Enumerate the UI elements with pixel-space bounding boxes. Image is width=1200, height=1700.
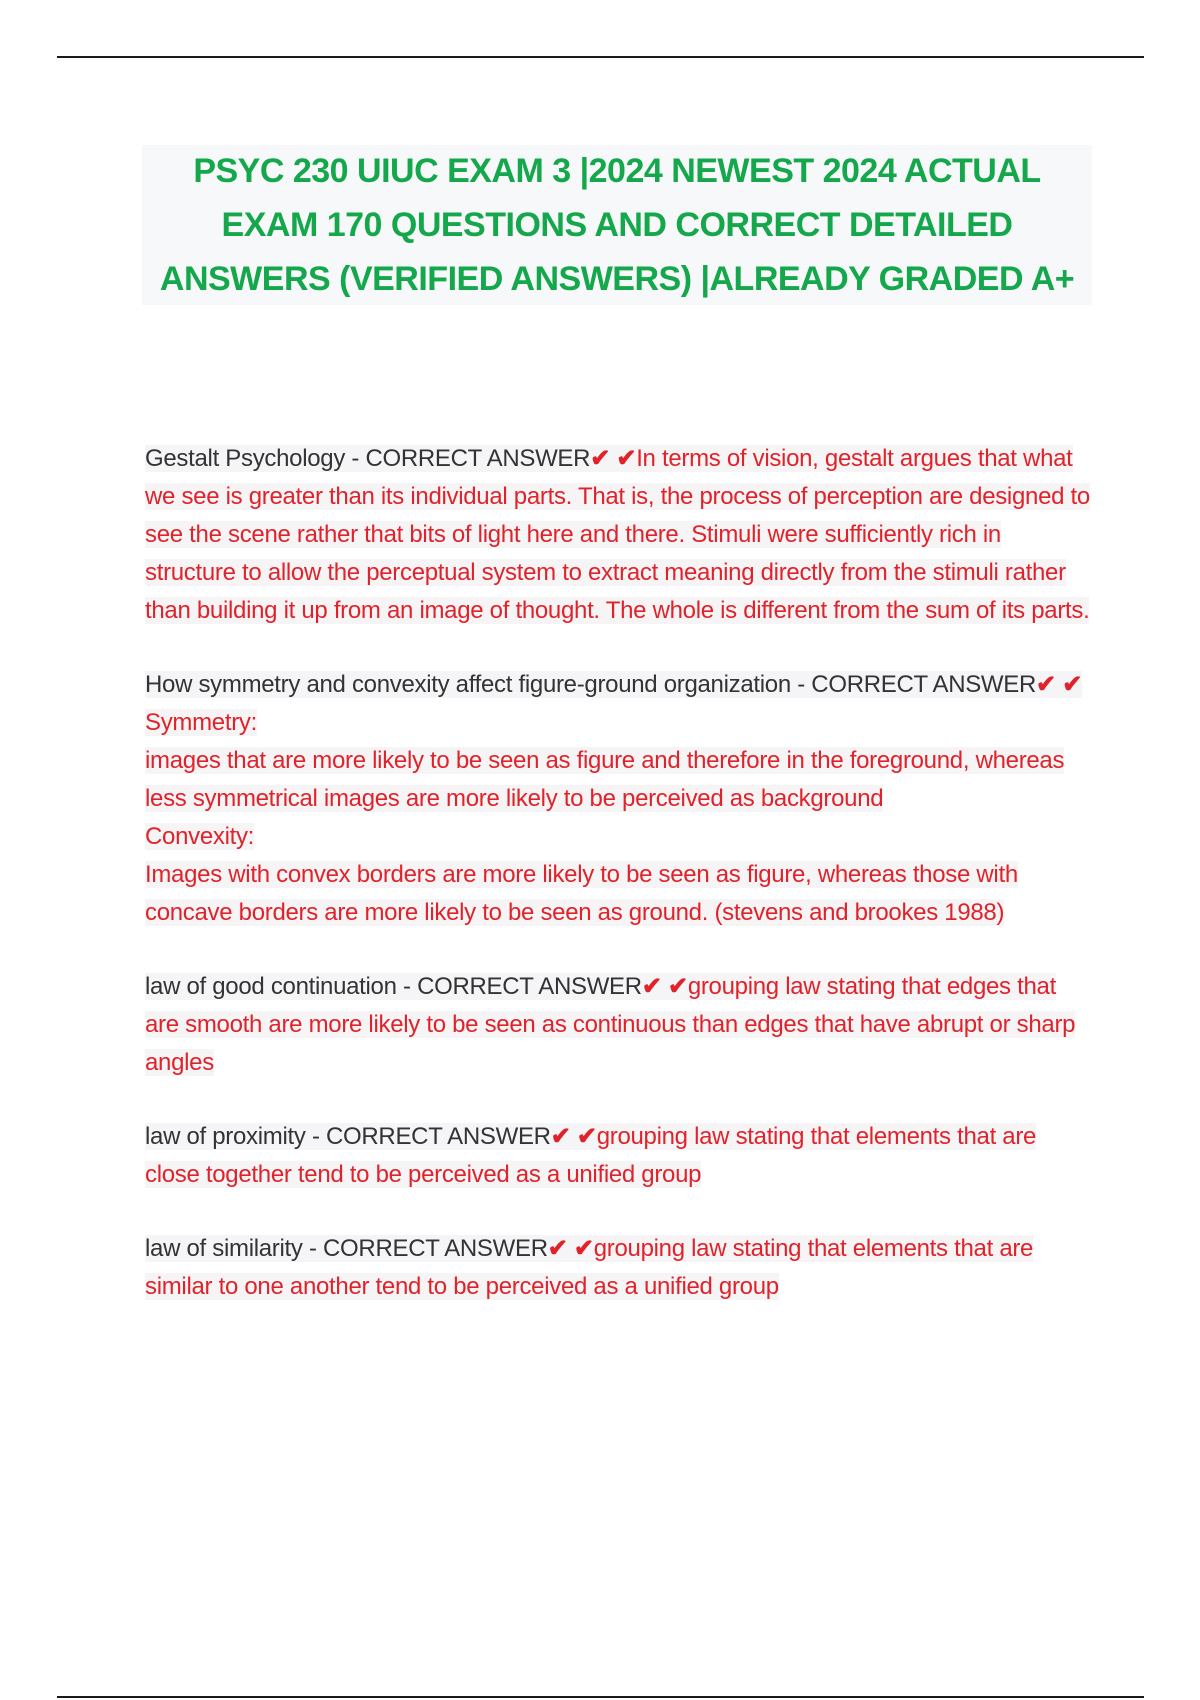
check-marks-icon: ✔ ✔ <box>547 1235 594 1262</box>
answer-line <box>145 742 1090 818</box>
bottom-rule <box>57 1696 1144 1698</box>
title-banner <box>142 145 1092 305</box>
question-text: How symmetry and convexity affect figure-ground organization - CORRECT ANSWER <box>145 671 1037 698</box>
question-text: Gestalt Psychology - CORRECT ANSWER <box>145 445 591 472</box>
answer-text: Images with convex borders are more likely to be seen as figure, whereas those with concave borders are more likely to be seen as ground. (stevens and brookes 1988) <box>145 861 1018 926</box>
qa-item-symmetry-convexity <box>145 666 1090 932</box>
check-marks-icon: ✔ ✔ <box>641 973 688 1000</box>
answer-text: grouping law stating that edges that are smooth are more likely to be seen as continuous than edges that have abrupt or sharp angles <box>145 973 1076 1076</box>
answer-text: Convexity: <box>145 823 255 850</box>
check-marks-icon: ✔ ✔ <box>1036 671 1083 698</box>
answer-text: grouping law stating that elements that are close together tend to be perceived as a unified group <box>145 1123 1037 1188</box>
qa-item-similarity <box>145 1230 1090 1306</box>
answer-text: Symmetry: <box>145 709 257 736</box>
qa-item-proximity <box>145 1118 1090 1194</box>
answer-text: In terms of vision, gestalt argues that what we see is greater than its individual parts. That is, the process of perception are designed to see the scene rather that bits of light here and there. Stimuli were sufficiently rich in structure to allow the perceptual system to extract meaning directly from the stimuli rather than building it up from an image of thought. The whole is different from the sum of its parts. <box>145 445 1090 624</box>
answer-line <box>145 856 1090 932</box>
qa-item-gestalt-psychology <box>145 440 1090 630</box>
qa-list <box>145 440 1090 1342</box>
document-title: PSYC 230 UIUC EXAM 3 |2024 NEWEST 2024 ACTUAL EXAM 170 QUESTIONS AND CORRECT DETAILED ANSWERS (VERIFIED ANSWERS) |ALREADY GRADED A+ <box>159 152 1075 298</box>
top-rule <box>57 56 1144 58</box>
answer-text: images that are more likely to be seen as figure and therefore in the foreground, whereas less symmetrical images are more likely to be perceived as background <box>145 747 1065 812</box>
answer-line <box>145 704 1090 742</box>
question-text: law of similarity - CORRECT ANSWER <box>145 1235 548 1262</box>
answer-line <box>145 818 1090 856</box>
check-marks-icon: ✔ ✔ <box>590 445 637 472</box>
question-text: law of proximity - CORRECT ANSWER <box>145 1123 551 1150</box>
question-text: law of good continuation - CORRECT ANSWER <box>145 973 642 1000</box>
check-marks-icon: ✔ ✔ <box>550 1123 597 1150</box>
qa-item-good-continuation <box>145 968 1090 1082</box>
answer-text: grouping law stating that elements that are similar to one another tend to be perceived as a unified group <box>145 1235 1034 1300</box>
